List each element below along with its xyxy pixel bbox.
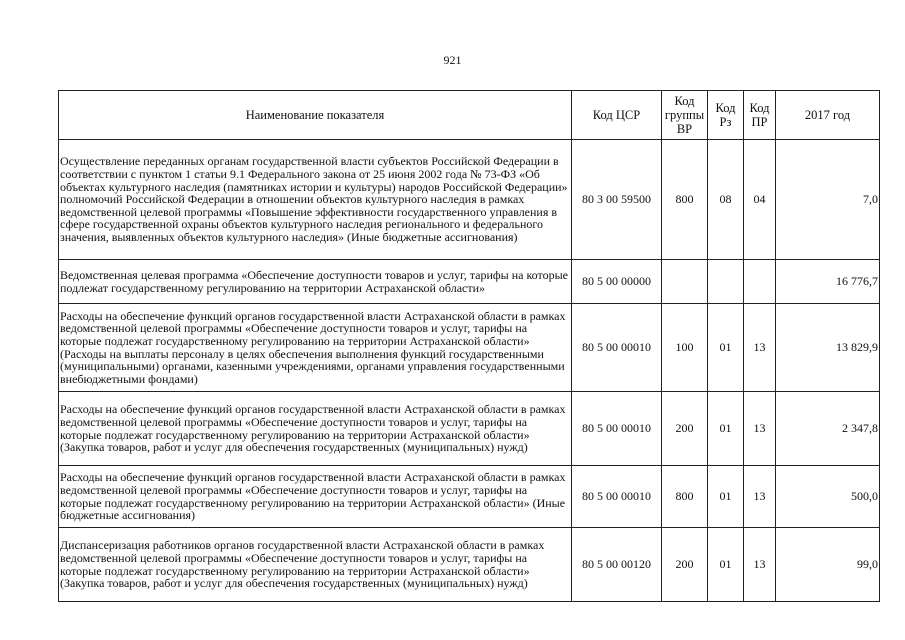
budget-table <box>58 90 880 602</box>
row-amount: 500,0 <box>776 466 880 528</box>
row-name: Расходы на обеспечение функций органов государственной власти Астраханской области в рамках ведомственной целевой программы «Обеспечение доступности товаров и услуг, тарифы на которые подлежат государственному регулированию на территории Астраханской области» (Расходы на выплаты персоналу в целях обеспечения выполнения функций государственными (муниципальными) органами, казенными учреждениями, органами управления государственными внебюджетными фондами) <box>59 304 572 392</box>
row-rz-code: 08 <box>708 140 744 260</box>
header-csr-code: Код ЦСР <box>572 91 662 140</box>
row-amount: 2 347,8 <box>776 392 880 466</box>
row-pr-code: 13 <box>744 528 776 602</box>
row-rz-code: 01 <box>708 304 744 392</box>
row-name: Расходы на обеспечение функций органов государственной власти Астраханской области в рамках ведомственной целевой программы «Обеспечение доступности товаров и услуг, тарифы на которые подлежат государственному регулированию на территории Астраханской области» (Иные бюджетные ассигнования) <box>59 466 572 528</box>
table-row <box>59 392 880 466</box>
header-pr-code: Код ПР <box>744 91 776 140</box>
row-amount: 13 829,9 <box>776 304 880 392</box>
row-pr-code: 13 <box>744 392 776 466</box>
row-name: Расходы на обеспечение функций органов государственной власти Астраханской области в рамках ведомственной целевой программы «Обеспечение доступности товаров и услуг, тарифы на которые подлежат государственному регулированию на территории Астраханской области» (Закупка товаров, работ и услуг для обеспечения государственных (муниципальных) нужд) <box>59 392 572 466</box>
row-csr-code: 80 5 00 00000 <box>572 260 662 304</box>
row-vr-code: 800 <box>662 466 708 528</box>
header-name: Наименование показателя <box>59 91 572 140</box>
page-number: 921 <box>443 53 462 67</box>
row-csr-code: 80 5 00 00010 <box>572 392 662 466</box>
table-row <box>59 140 880 260</box>
header-vr-code: Код группы ВР <box>662 91 708 140</box>
table-header-row <box>59 91 880 140</box>
row-vr-code: 100 <box>662 304 708 392</box>
row-rz-code: 01 <box>708 392 744 466</box>
row-rz-code: 01 <box>708 528 744 602</box>
row-pr-code: 04 <box>744 140 776 260</box>
row-amount: 99,0 <box>776 528 880 602</box>
row-rz-code <box>708 260 744 304</box>
row-vr-code: 200 <box>662 392 708 466</box>
header-rz-code: Код Рз <box>708 91 744 140</box>
table-row <box>59 528 880 602</box>
row-csr-code: 80 5 00 00120 <box>572 528 662 602</box>
row-name: Ведомственная целевая программа «Обеспечение доступности товаров и услуг, тарифы на которые подлежат государственному регулированию на территории Астраханской области» <box>59 260 572 304</box>
row-rz-code: 01 <box>708 466 744 528</box>
row-csr-code: 80 3 00 59500 <box>572 140 662 260</box>
row-pr-code: 13 <box>744 304 776 392</box>
table-row <box>59 260 880 304</box>
row-pr-code <box>744 260 776 304</box>
table-row <box>59 466 880 528</box>
header-year: 2017 год <box>776 91 880 140</box>
table-row <box>59 304 880 392</box>
row-vr-code: 800 <box>662 140 708 260</box>
row-vr-code: 200 <box>662 528 708 602</box>
row-pr-code: 13 <box>744 466 776 528</box>
row-amount: 16 776,7 <box>776 260 880 304</box>
row-name: Осуществление переданных органам государственной власти субъектов Российской Федерации в соответствии с пунктом 1 статьи 9.1 Федерального закона от 25 июня 2002 года № 73-ФЗ «Об объектах культурного наследия (памятниках истории и культуры) народов Российской Федерации» полномочий Российской Федерации в отношении объектов культурного наследия в рамках ведомственной целевой программы «Повышение эффективности государственного управления в сфере государственной охраны объектов культурного наследия регионального и федерального значения, выявленных объектов культурного наследия» (Иные бюджетные ассигнования) <box>59 140 572 260</box>
row-csr-code: 80 5 00 00010 <box>572 466 662 528</box>
row-csr-code: 80 5 00 00010 <box>572 304 662 392</box>
row-vr-code <box>662 260 708 304</box>
row-amount: 7,0 <box>776 140 880 260</box>
row-name: Диспансеризация работников органов государственной власти Астраханской области в рамках ведомственной целевой программы «Обеспечение доступности товаров и услуг, тарифы на которые подлежат государственному регулированию на территории Астраханской области» (Закупка товаров, работ и услуг для обеспечения государственных (муниципальных) нужд) <box>59 528 572 602</box>
